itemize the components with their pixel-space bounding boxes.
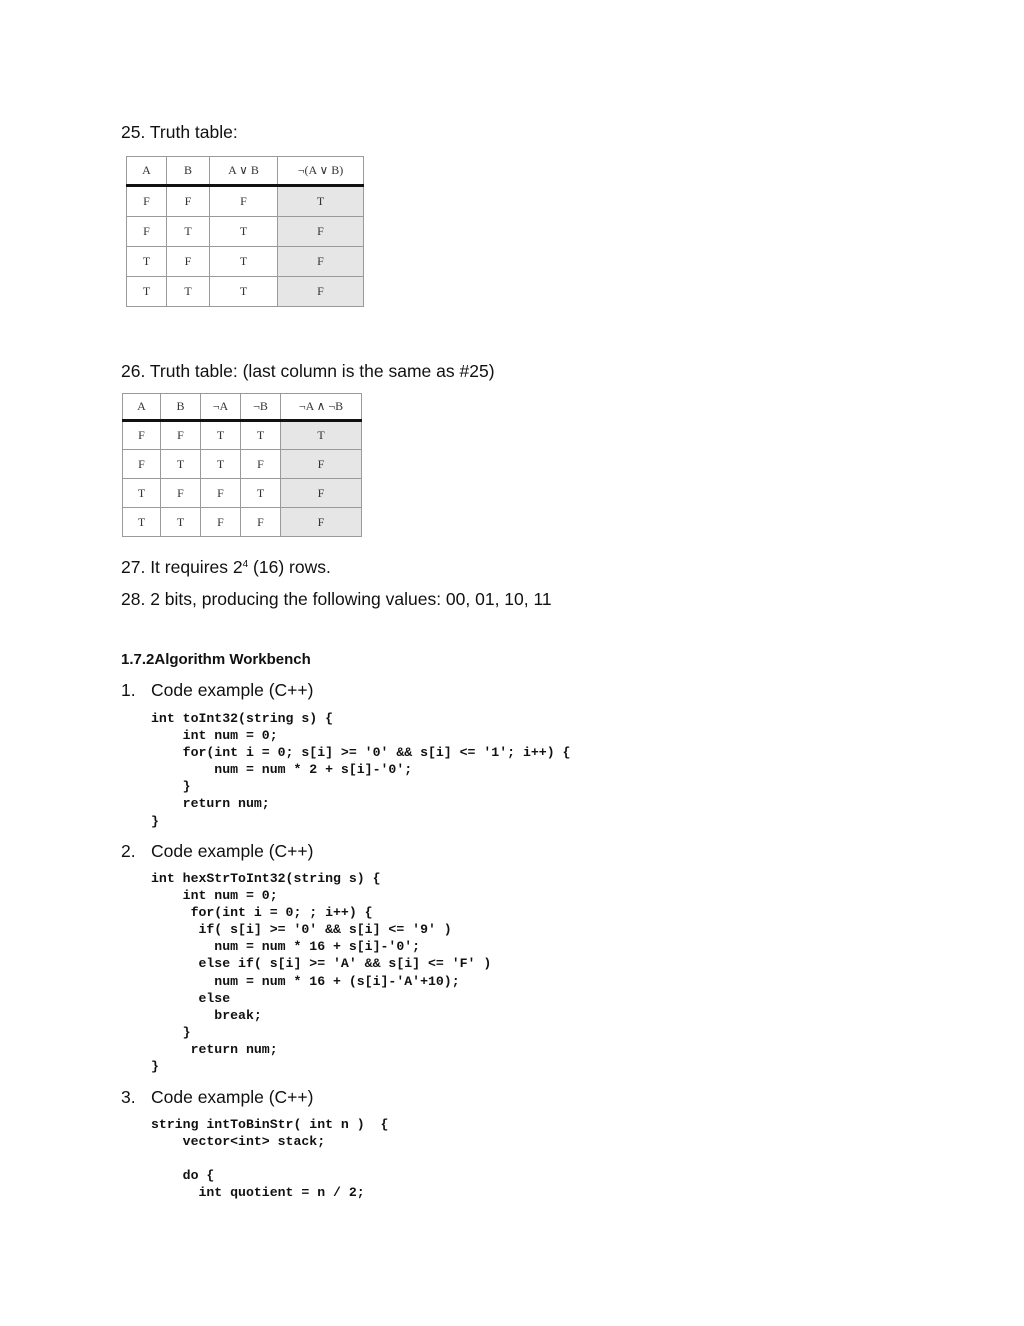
table-cell: F bbox=[167, 247, 210, 277]
table-row bbox=[127, 277, 364, 307]
column-header: A ∨ B bbox=[210, 157, 278, 186]
table-cell: T bbox=[201, 450, 241, 479]
table-cell: F bbox=[210, 186, 278, 217]
column-header: ¬A ∧ ¬B bbox=[281, 394, 362, 421]
column-header: A bbox=[127, 157, 167, 186]
table-cell: F bbox=[127, 217, 167, 247]
table-cell: T bbox=[210, 217, 278, 247]
question-26-label: 26. Truth table: (last column is the same as #25) bbox=[121, 361, 495, 381]
table-cell: T bbox=[201, 421, 241, 450]
table-row bbox=[127, 247, 364, 277]
column-header: B bbox=[167, 157, 210, 186]
table-cell: T bbox=[127, 247, 167, 277]
example-label: Code example (C++) bbox=[151, 841, 314, 861]
table-cell: T bbox=[210, 247, 278, 277]
table-cell: F bbox=[161, 479, 201, 508]
table-row bbox=[123, 450, 362, 479]
table-cell: F bbox=[281, 479, 362, 508]
table-cell: F bbox=[241, 508, 281, 537]
list-number: 3. bbox=[121, 1087, 136, 1107]
table-cell: F bbox=[281, 508, 362, 537]
truth-table-25 bbox=[126, 156, 364, 307]
table-cell: F bbox=[278, 247, 364, 277]
table-cell: T bbox=[281, 421, 362, 450]
question-27-exponent: 4 bbox=[242, 559, 249, 570]
table-cell: F bbox=[278, 217, 364, 247]
code-block: int toInt32(string s) { int num = 0; for(int i = 0; s[i] >= '0' && s[i] <= '1'; i++) { num = num * 2 + s[i]-'0'; } return num; } bbox=[151, 711, 571, 829]
table-cell: F bbox=[167, 186, 210, 217]
question-27 bbox=[121, 556, 331, 578]
table-cell: T bbox=[167, 277, 210, 307]
table-row bbox=[123, 421, 362, 450]
code-block: int hexStrToInt32(string s) { int num = 0; for(int i = 0; ; i++) { if( s[i] >= '0' && s[i] <= '9' ) num = num * 16 + s[i]-'0'; else if( s[i] >= 'A' && s[i] <= 'F' ) num = num * 16 + (s[i]-'A'+10); else break; } return num; } bbox=[151, 871, 492, 1075]
table-cell: F bbox=[161, 421, 201, 450]
table-cell: T bbox=[161, 450, 201, 479]
question-25-label: 25. Truth table: bbox=[121, 122, 238, 142]
question-27-prefix: 27. It requires 2 bbox=[121, 557, 243, 577]
table-cell: F bbox=[278, 277, 364, 307]
example-label: Code example (C++) bbox=[151, 1087, 314, 1107]
table-row bbox=[127, 186, 364, 217]
column-header: ¬(A ∨ B) bbox=[278, 157, 364, 186]
truth-table-26 bbox=[122, 393, 362, 537]
table-cell: T bbox=[123, 508, 161, 537]
table-cell: F bbox=[281, 450, 362, 479]
table-cell: T bbox=[278, 186, 364, 217]
table-cell: F bbox=[201, 508, 241, 537]
table-cell: F bbox=[123, 421, 161, 450]
question-28: 28. 2 bits, producing the following values: 00, 01, 10, 11 bbox=[121, 589, 552, 609]
column-header: B bbox=[161, 394, 201, 421]
table-row bbox=[127, 217, 364, 247]
table-row bbox=[123, 479, 362, 508]
table-cell: T bbox=[241, 479, 281, 508]
section-heading: 1.7.2Algorithm Workbench bbox=[121, 651, 311, 668]
table-cell: T bbox=[161, 508, 201, 537]
table-cell: T bbox=[210, 277, 278, 307]
list-number: 2. bbox=[121, 841, 136, 861]
example-label: Code example (C++) bbox=[151, 680, 314, 700]
table-cell: T bbox=[241, 421, 281, 450]
column-header: A bbox=[123, 394, 161, 421]
table-cell: F bbox=[201, 479, 241, 508]
table-cell: F bbox=[127, 186, 167, 217]
column-header: ¬A bbox=[201, 394, 241, 421]
question-27-suffix: (16) rows. bbox=[248, 557, 331, 577]
table-cell: T bbox=[123, 479, 161, 508]
table-cell: T bbox=[167, 217, 210, 247]
table-row bbox=[123, 508, 362, 537]
code-block: string intToBinStr( int n ) { vector<int> stack; do { int quotient = n / 2; bbox=[151, 1117, 389, 1201]
column-header: ¬B bbox=[241, 394, 281, 421]
table-cell: F bbox=[241, 450, 281, 479]
table-cell: T bbox=[127, 277, 167, 307]
list-number: 1. bbox=[121, 680, 136, 700]
table-cell: F bbox=[123, 450, 161, 479]
